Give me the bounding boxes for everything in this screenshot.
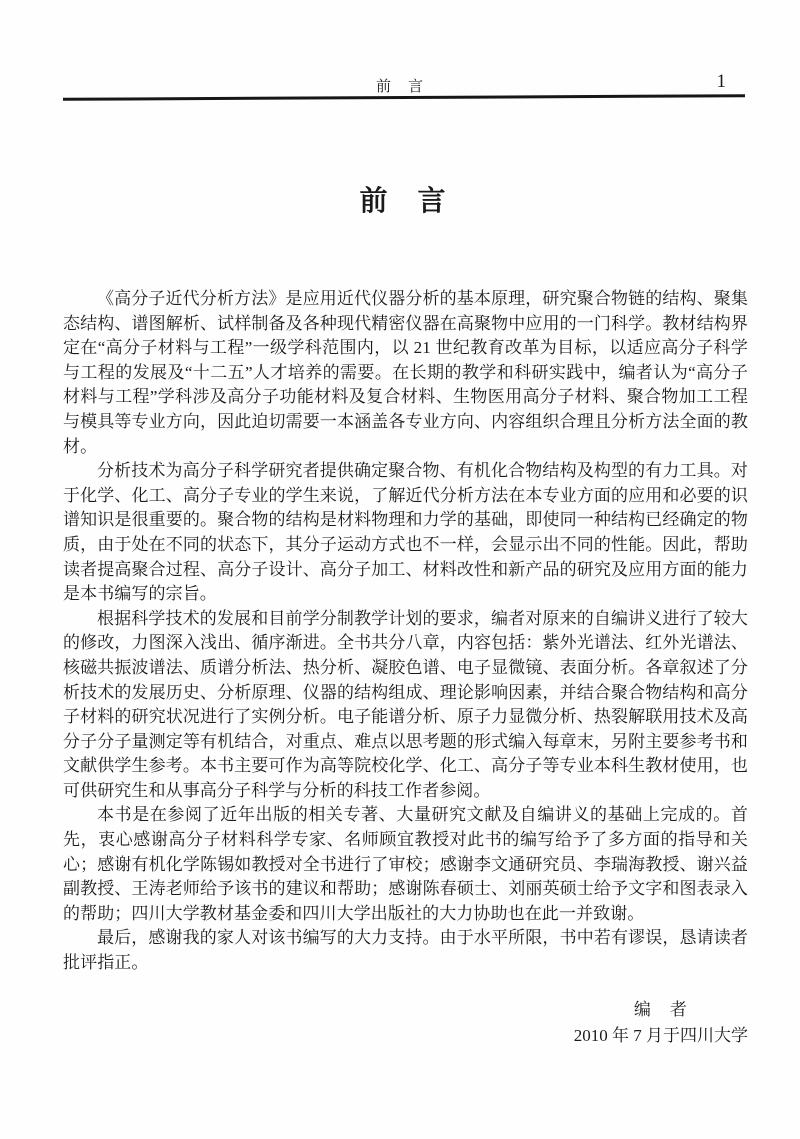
running-title: 前 言	[375, 79, 424, 95]
signature-date: 2010 年 7 月于四川大学	[573, 1026, 748, 1045]
preface-paragraph-3: 根据科学技术的发展和目前学分制教学计划的要求，编者对原来的自编讲义进行了较大的修改，力图深入浅出、循序渐进。全书共分八章，内容包括：紫外光谱法、红外光谱法、核磁共振波谱法、质谱分析法、热分析、凝胶色谱、电子显微镜、表面分析。各章叙述了分析技术的发展历史、分析原理、仪器的结构组成、理论影响因素，并结合聚合物结构和高分子材料的研究状况进行了实例分析。电子能谱分析、原子力显微分析、热裂解联用技术及高分子分子量测定等有机结合，对重点、难点以思考题的形式编入每章末，另附主要参考书和文献供学生参考。本书主要可作为高等院校化学、化工、高分子等专业本科生教材使用，也可供研究生和从事高分子科学与分析的科技工作者参阅。	[63, 608, 748, 800]
preface-paragraph-5: 最后，感谢我的家人对该书编写的大力支持。由于水平所限，书中若有谬误，恳请读者批评指正。	[63, 928, 748, 973]
preface-paragraph-2: 分析技术为高分子科学研究者提供确定聚合物、有机化合物结构及构型的有力工具。对于化学、化工、高分子专业的学生来说，了解近代分析方法在本专业方面的应用和必要的识谱知识是很重要的。聚合物的结构是材料物理和力学的基础，即使同一种结构已经确定的物质，由于处在不同的状态下，其分子运动方式也不一样，会显示出不同的性能。因此，帮助读者提高聚合过程、高分子设计、高分子加工、材料改性和新产品的研究及应用方面的能力是本书编写的宗旨。	[63, 461, 748, 604]
author-signature: 编 者	[633, 1000, 688, 1019]
preface-paragraph-1: 《高分子近代分析方法》是应用近代仪器分析的基本原理，研究聚合物链的结构、聚集态结构、谱图解析、试样制备及各种现代精密仪器在高聚物中应用的一门科学。教材结构界定在“高分子材料与工程”一级学科范围内，以 21 世纪教育改革为目标，以适应高分子科学与工程的发展及“十二五”人才培养的需要。在长期的教学和科研实践中，编者认为“高分子材料与工程”学科涉及高分子功能材料及复合材料、生物医用高分子材料、聚合物加工工程与模具等专业方向，因此迫切需要一本涵盖各专业方向、内容组织合理且分析方法全面的教材。	[63, 289, 748, 456]
preface-body	[63, 287, 748, 976]
signature-block	[574, 997, 748, 1049]
preface-paragraph-4: 本书是在参阅了近年出版的相关专著、大量研究文献及自编讲义的基础上完成的。首先，衷心感谢高分子材料科学专家、名师顾宜教授对此书的编写给予了多方面的指导和关心；感谢有机化学陈锡如教授对全书进行了审校；感谢李文通研究员、李瑞海教授、谢兴益副教授、王涛老师给予该书的建议和帮助；感谢陈春硕士、刘丽英硕士给予文字和图表录入的帮助；四川大学教材基金委和四川大学出版社的大力协助也在此一并致谢。	[63, 805, 748, 923]
chapter-title: 前 言	[359, 186, 447, 217]
page-number: 1	[716, 71, 726, 92]
